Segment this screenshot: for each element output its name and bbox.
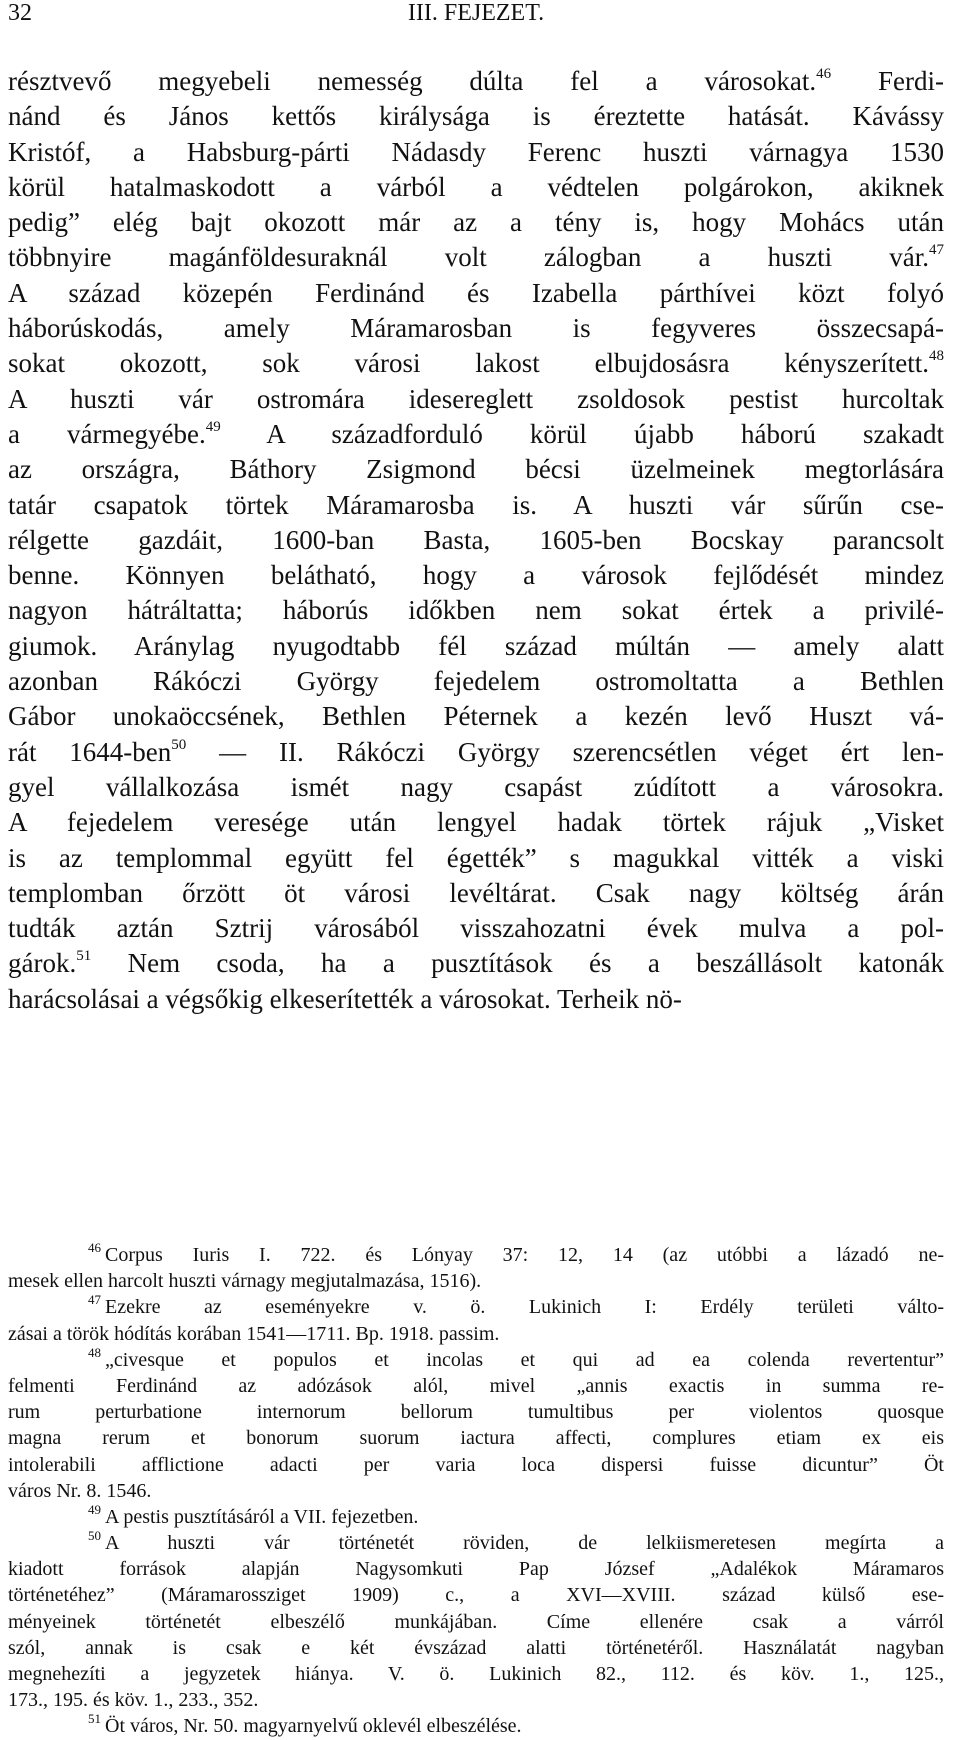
text-line-content: rát 1644-ben (8, 736, 172, 767)
footnote-47 (8, 1294, 944, 1320)
text-line-content: gyel vállalkozása ismét nagy csapást zúdított a városokra. (8, 771, 944, 802)
text-line (8, 170, 944, 205)
text-line (8, 593, 944, 628)
footnote-line (8, 1687, 944, 1713)
footnote-text: 173., 195. és köv. 1., 233., 352. (8, 1689, 259, 1712)
text-line-content: tatár csapatok törtek Máramarosba is. A huszti vár sűrűn cse- (8, 489, 944, 520)
text-line-content: háborúskodás, amely Máramarosban is fegyveres összecsapá- (8, 313, 944, 344)
footnote-text: Corpus Iuris I. 722. és Lónyay 37: 12, 14 (az utóbbi a lázadó ne- (105, 1244, 944, 1266)
footnote-line (8, 1609, 944, 1635)
footnote-ref[interactable]: 48 (929, 348, 944, 365)
text-line (8, 735, 944, 770)
text-line-content: A fejedelem veresége után lengyel hadak törtek rájuk „Visket (8, 807, 944, 838)
text-line-content: az országra, Báthory Zsigmond bécsi üzelmeinek megtorlására (8, 454, 944, 485)
footnote-line (8, 1373, 944, 1399)
text-line-content: tudták aztán Sztrij városából visszahozatni évek mulva a pol- (8, 913, 944, 944)
text-line-content: A huszti vár ostromára idesereglett zsoldosok pestist hurcoltak (8, 383, 944, 414)
text-line (8, 64, 944, 99)
footnote-line (8, 1425, 944, 1451)
footnote-ref[interactable]: 50 (171, 736, 187, 753)
text-line (8, 205, 944, 240)
text-line-content: azonban Rákóczi György fejedelem ostromoltatta a Bethlen (8, 666, 944, 697)
footnote-line (8, 1268, 944, 1294)
footnote-text: rum perturbatione internorum bellorum tumultibus per violentos quosque (8, 1401, 944, 1424)
footnote-text: felmenti Ferdinánd az adózások alól, mivel „annis exactis in summa re- (8, 1374, 944, 1397)
footnote-line (8, 1399, 944, 1425)
text-line (8, 629, 944, 664)
text-line-content: rélgette gazdáit, 1600-ban Basta, 1605-ben Bocskay parancsolt (8, 524, 944, 555)
footnote-text: intolerabili afflictione adacti per varia loca dispersi fuisse dicuntur” Öt (8, 1453, 944, 1476)
footnote-48 (8, 1347, 944, 1373)
text-line (8, 346, 944, 381)
footnote-49 (8, 1504, 944, 1530)
text-line (8, 770, 944, 805)
text-line-content: körül hatalmaskodott a várból a védtelen polgárokon, akiknek (8, 171, 944, 202)
text-line (8, 276, 944, 311)
text-line (8, 699, 944, 734)
text-line (8, 135, 944, 170)
main-text (8, 64, 944, 1017)
footnote-text: zásai a török hódítás korában 1541—1711. Bp. 1918. passim. (8, 1322, 500, 1345)
text-line-content: nagyon hátráltatta; háborús időkben nem sokat értek a privilé- (8, 595, 944, 626)
footnote-ref[interactable]: 47 (929, 242, 944, 259)
text-line-content: pedig” elég bajt okozott már az a tény is, hogy Mohács után (8, 207, 944, 238)
text-line (8, 417, 944, 452)
footnotes (8, 1242, 944, 1740)
footnote-text: A huszti vár történetét röviden, de lelkiismeretesen megírta a (105, 1532, 944, 1555)
running-head-chapter: III. FEJEZET. (407, 0, 545, 26)
text-line-content: templomban őrzött öt városi levéltárat. Csak nagy költség árán (8, 877, 944, 908)
text-line-content: a vármegyébe. (8, 418, 206, 449)
text-line-tail: — II. Rákóczi György szerencsétlen véget ért len- (186, 736, 944, 767)
footnote-text: magna rerum et bonorum suorum iactura affecti, complures etiam ex eis (8, 1427, 944, 1450)
text-line (8, 876, 944, 911)
footnote-text: történetéhez” (Máramarossziget 1909) c., a XVI—XVIII. század külső ese- (8, 1584, 944, 1607)
text-line (8, 99, 944, 134)
footnote-text: A pestis pusztításáról a VII. fejezetben. (105, 1505, 419, 1528)
footnote-line (8, 1478, 944, 1504)
text-line (8, 452, 944, 487)
text-line-content: többnyire magánföldesuraknál volt zálogban a huszti vár. (8, 242, 929, 273)
text-line (8, 488, 944, 523)
page-number: 32 (8, 0, 32, 26)
page-header (8, 0, 944, 34)
text-line-content: résztvevő megyebeli nemesség dúlta fel a városokat. (8, 66, 817, 96)
footnote-ref[interactable]: 51 (76, 948, 92, 965)
footnote-text: kiadott források alapján Nagysomkuti Pap József „Adalékok Máramaros (8, 1558, 944, 1581)
text-line (8, 240, 944, 275)
text-line-tail: Ferdi- (831, 66, 944, 96)
text-line (8, 982, 944, 1017)
footnote-text: szól, annak is csak e két évszázad alatti történetéről. Használatát nagyban (8, 1636, 944, 1659)
footnote-number: 50 (88, 1530, 101, 1544)
text-line (8, 523, 944, 558)
footnote-line (8, 1321, 944, 1347)
footnote-number: 46 (88, 1242, 101, 1255)
text-line (8, 946, 944, 981)
footnote-number: 49 (88, 1503, 101, 1517)
text-line-content: A század közepén Ferdinánd és Izabella párthívei közt folyó (8, 277, 944, 308)
text-line-content: Kristóf, a Habsburg-párti Nádasdy Ferenc huszti várnagya 1530 (8, 136, 944, 167)
text-line (8, 382, 944, 417)
footnote-line (8, 1582, 944, 1608)
text-line (8, 911, 944, 946)
footnote-50 (8, 1530, 944, 1556)
text-line-content: is az templommal együtt fel égették” s magukkal vitték a viski (8, 842, 944, 873)
footnote-text: „civesque et populos et incolas et qui ad ea colenda revertentur” (105, 1348, 944, 1371)
text-line-content: giumok. Aránylag nyugodtabb fél század múltán — amely alatt (8, 630, 944, 661)
footnote-line (8, 1452, 944, 1478)
text-line (8, 841, 944, 876)
footnote-text: Öt város, Nr. 50. magyarnyelvű oklevél elbeszélése. (105, 1715, 522, 1738)
footnote-ref[interactable]: 49 (205, 418, 221, 435)
footnote-ref[interactable]: 46 (816, 66, 832, 82)
text-line-tail: Nem csoda, ha a pusztítások és a beszállásolt katonák (91, 948, 944, 979)
footnote-text: város Nr. 8. 1546. (8, 1479, 152, 1502)
footnote-text: Ezekre az eseményekre v. ö. Lukinich I: Erdély területi válto- (105, 1296, 944, 1319)
footnote-line (8, 1556, 944, 1582)
text-line (8, 558, 944, 593)
text-line-content: harácsolásai a végsőkig elkeserítették a városokat. Terheik nö- (8, 983, 682, 1014)
footnote-number: 48 (88, 1346, 101, 1360)
footnote-text: mesek ellen harcolt huszti várnagy megjutalmazása, 1516). (8, 1270, 482, 1293)
text-line-content: sokat okozott, sok városi lakost elbujdosásra kényszerített. (8, 348, 929, 379)
footnote-text: ményeinek történetét elbeszélő munkájában. Címe ellenére csak a várról (8, 1610, 944, 1633)
footnote-number: 47 (88, 1294, 101, 1308)
text-line (8, 311, 944, 346)
text-line (8, 805, 944, 840)
footnote-46 (8, 1242, 944, 1268)
text-line-content: Gábor unokaöccsének, Bethlen Péternek a kezén levő Huszt vá- (8, 701, 944, 732)
text-line-tail: A századforduló körül újabb háború szakadt (220, 418, 944, 449)
footnote-line (8, 1635, 944, 1661)
footnote-number: 51 (88, 1713, 101, 1727)
footnote-line (8, 1661, 944, 1687)
text-line-content: gárok. (8, 948, 77, 979)
text-line-content: nánd és János kettős királysága is éreztette hatását. Kávássy (8, 101, 944, 132)
footnote-text: megnehezíti a jegyzetek hiánya. V. ö. Lukinich 82., 112. és köv. 1., 125., (8, 1663, 944, 1685)
text-line (8, 664, 944, 699)
footnote-51 (8, 1713, 944, 1739)
text-line-content: benne. Könnyen belátható, hogy a városok fejlődését mindez (8, 560, 944, 591)
